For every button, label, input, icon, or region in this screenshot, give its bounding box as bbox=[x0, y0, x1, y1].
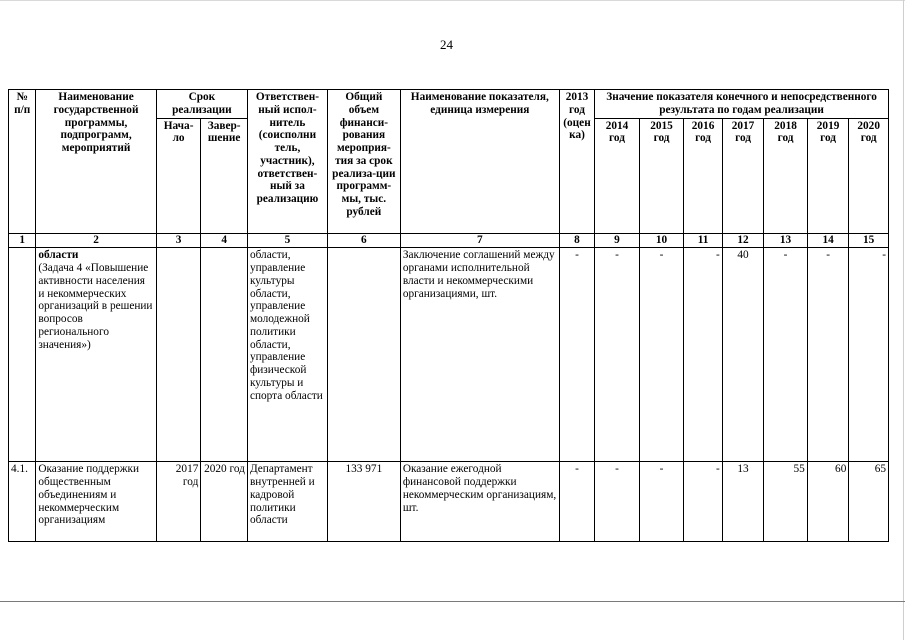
header-responsible: Ответствен-ный испол-нитель (соисполни тель, участник), ответствен-ный за реализацию bbox=[247, 90, 327, 234]
value-2016: - bbox=[684, 248, 722, 462]
value-2020: - bbox=[849, 248, 889, 462]
column-number: 3 bbox=[156, 233, 201, 248]
header-year-2013: 2013 год (оцен ка) bbox=[559, 90, 594, 234]
page-number: 24 bbox=[440, 37, 453, 52]
value-2015: - bbox=[639, 462, 684, 542]
value-2013: - bbox=[559, 248, 594, 462]
row-num bbox=[9, 248, 36, 462]
value-2015: - bbox=[639, 248, 684, 462]
header-program-name: Наименование государственной программы, подпрограмм, мероприятий bbox=[36, 90, 156, 234]
column-number: 6 bbox=[327, 233, 400, 248]
column-number: 9 bbox=[595, 233, 640, 248]
column-number: 2 bbox=[36, 233, 156, 248]
value-2019: 60 bbox=[807, 462, 849, 542]
column-number: 12 bbox=[722, 233, 764, 248]
funding-amount bbox=[327, 248, 400, 462]
value-2018: - bbox=[764, 248, 808, 462]
funding-amount: 133 971 bbox=[327, 462, 400, 542]
header-year-2016: 2016 год bbox=[684, 118, 722, 233]
header-indicator: Наименование показателя, единица измерения bbox=[400, 90, 559, 234]
indicator-name: Оказание ежегодной финансовой поддержки некоммерческим организациям, шт. bbox=[400, 462, 559, 542]
end-year bbox=[201, 248, 248, 462]
header-year-2014: 2014 год bbox=[595, 118, 640, 233]
value-2014: - bbox=[595, 462, 640, 542]
right-scan-edge bbox=[903, 0, 904, 640]
value-2019: - bbox=[807, 248, 849, 462]
row-num: 4.1. bbox=[9, 462, 36, 542]
value-2017: 40 bbox=[722, 248, 764, 462]
header-year-2017: 2017 год bbox=[722, 118, 764, 233]
column-number: 8 bbox=[559, 233, 594, 248]
value-2014: - bbox=[595, 248, 640, 462]
indicator-name: Заключение соглашений между органами исполнительной власти и некоммерческими организациями, шт. bbox=[400, 248, 559, 462]
value-2018: 55 bbox=[764, 462, 808, 542]
responsible-executor: области, управление культуры области, управление молодежной политики области, управление физической культуры и спорта области bbox=[247, 248, 327, 462]
program-name-text: (Задача 4 «Повышение активности населения и некоммерческих организаций в решении вопросов регионального значения») bbox=[38, 262, 153, 351]
header-num: № п/п bbox=[9, 90, 36, 234]
header-end: Завер-шение bbox=[201, 118, 248, 233]
column-number: 14 bbox=[807, 233, 849, 248]
header-year-2015: 2015 год bbox=[639, 118, 684, 233]
top-scan-edge bbox=[0, 0, 905, 1]
header-row-1 bbox=[9, 90, 889, 119]
header-funding: Общий объем финанси-рования мероприя-тия за срок реализа-ции программ-мы, тыс. рублей bbox=[327, 90, 400, 234]
column-number: 13 bbox=[764, 233, 808, 248]
column-number: 1 bbox=[9, 233, 36, 248]
end-year: 2020 год bbox=[201, 462, 248, 542]
header-year-2018: 2018 год bbox=[764, 118, 808, 233]
header-year-2020: 2020 год bbox=[849, 118, 889, 233]
header-year-2019: 2019 год bbox=[807, 118, 849, 233]
column-number: 5 bbox=[247, 233, 327, 248]
program-name-cell bbox=[36, 248, 156, 462]
value-2013: - bbox=[559, 462, 594, 542]
header-start: Нача-ло bbox=[156, 118, 201, 233]
column-number: 11 bbox=[684, 233, 722, 248]
column-number-row bbox=[9, 233, 889, 248]
value-2017: 13 bbox=[722, 462, 764, 542]
program-name-text: Оказание поддержки общественным объединениям и некоммерческим организациям bbox=[36, 462, 156, 542]
responsible-executor: Департамент внутренней и кадровой политики области bbox=[247, 462, 327, 542]
value-2016: - bbox=[684, 462, 722, 542]
start-year: 2017 год bbox=[156, 462, 201, 542]
header-term: Срок реализации bbox=[156, 90, 247, 119]
program-name-bold: области bbox=[38, 249, 79, 262]
value-2020: 65 bbox=[849, 462, 889, 542]
page-bottom-edge bbox=[0, 601, 905, 602]
column-number: 15 bbox=[849, 233, 889, 248]
program-table bbox=[8, 89, 889, 542]
column-number: 4 bbox=[201, 233, 248, 248]
table-row bbox=[9, 462, 889, 542]
column-number: 7 bbox=[400, 233, 559, 248]
column-number: 10 bbox=[639, 233, 684, 248]
start-year bbox=[156, 248, 201, 462]
header-values-title: Значение показателя конечного и непосредственного результата по годам реализации bbox=[595, 90, 889, 119]
table-row bbox=[9, 248, 889, 462]
